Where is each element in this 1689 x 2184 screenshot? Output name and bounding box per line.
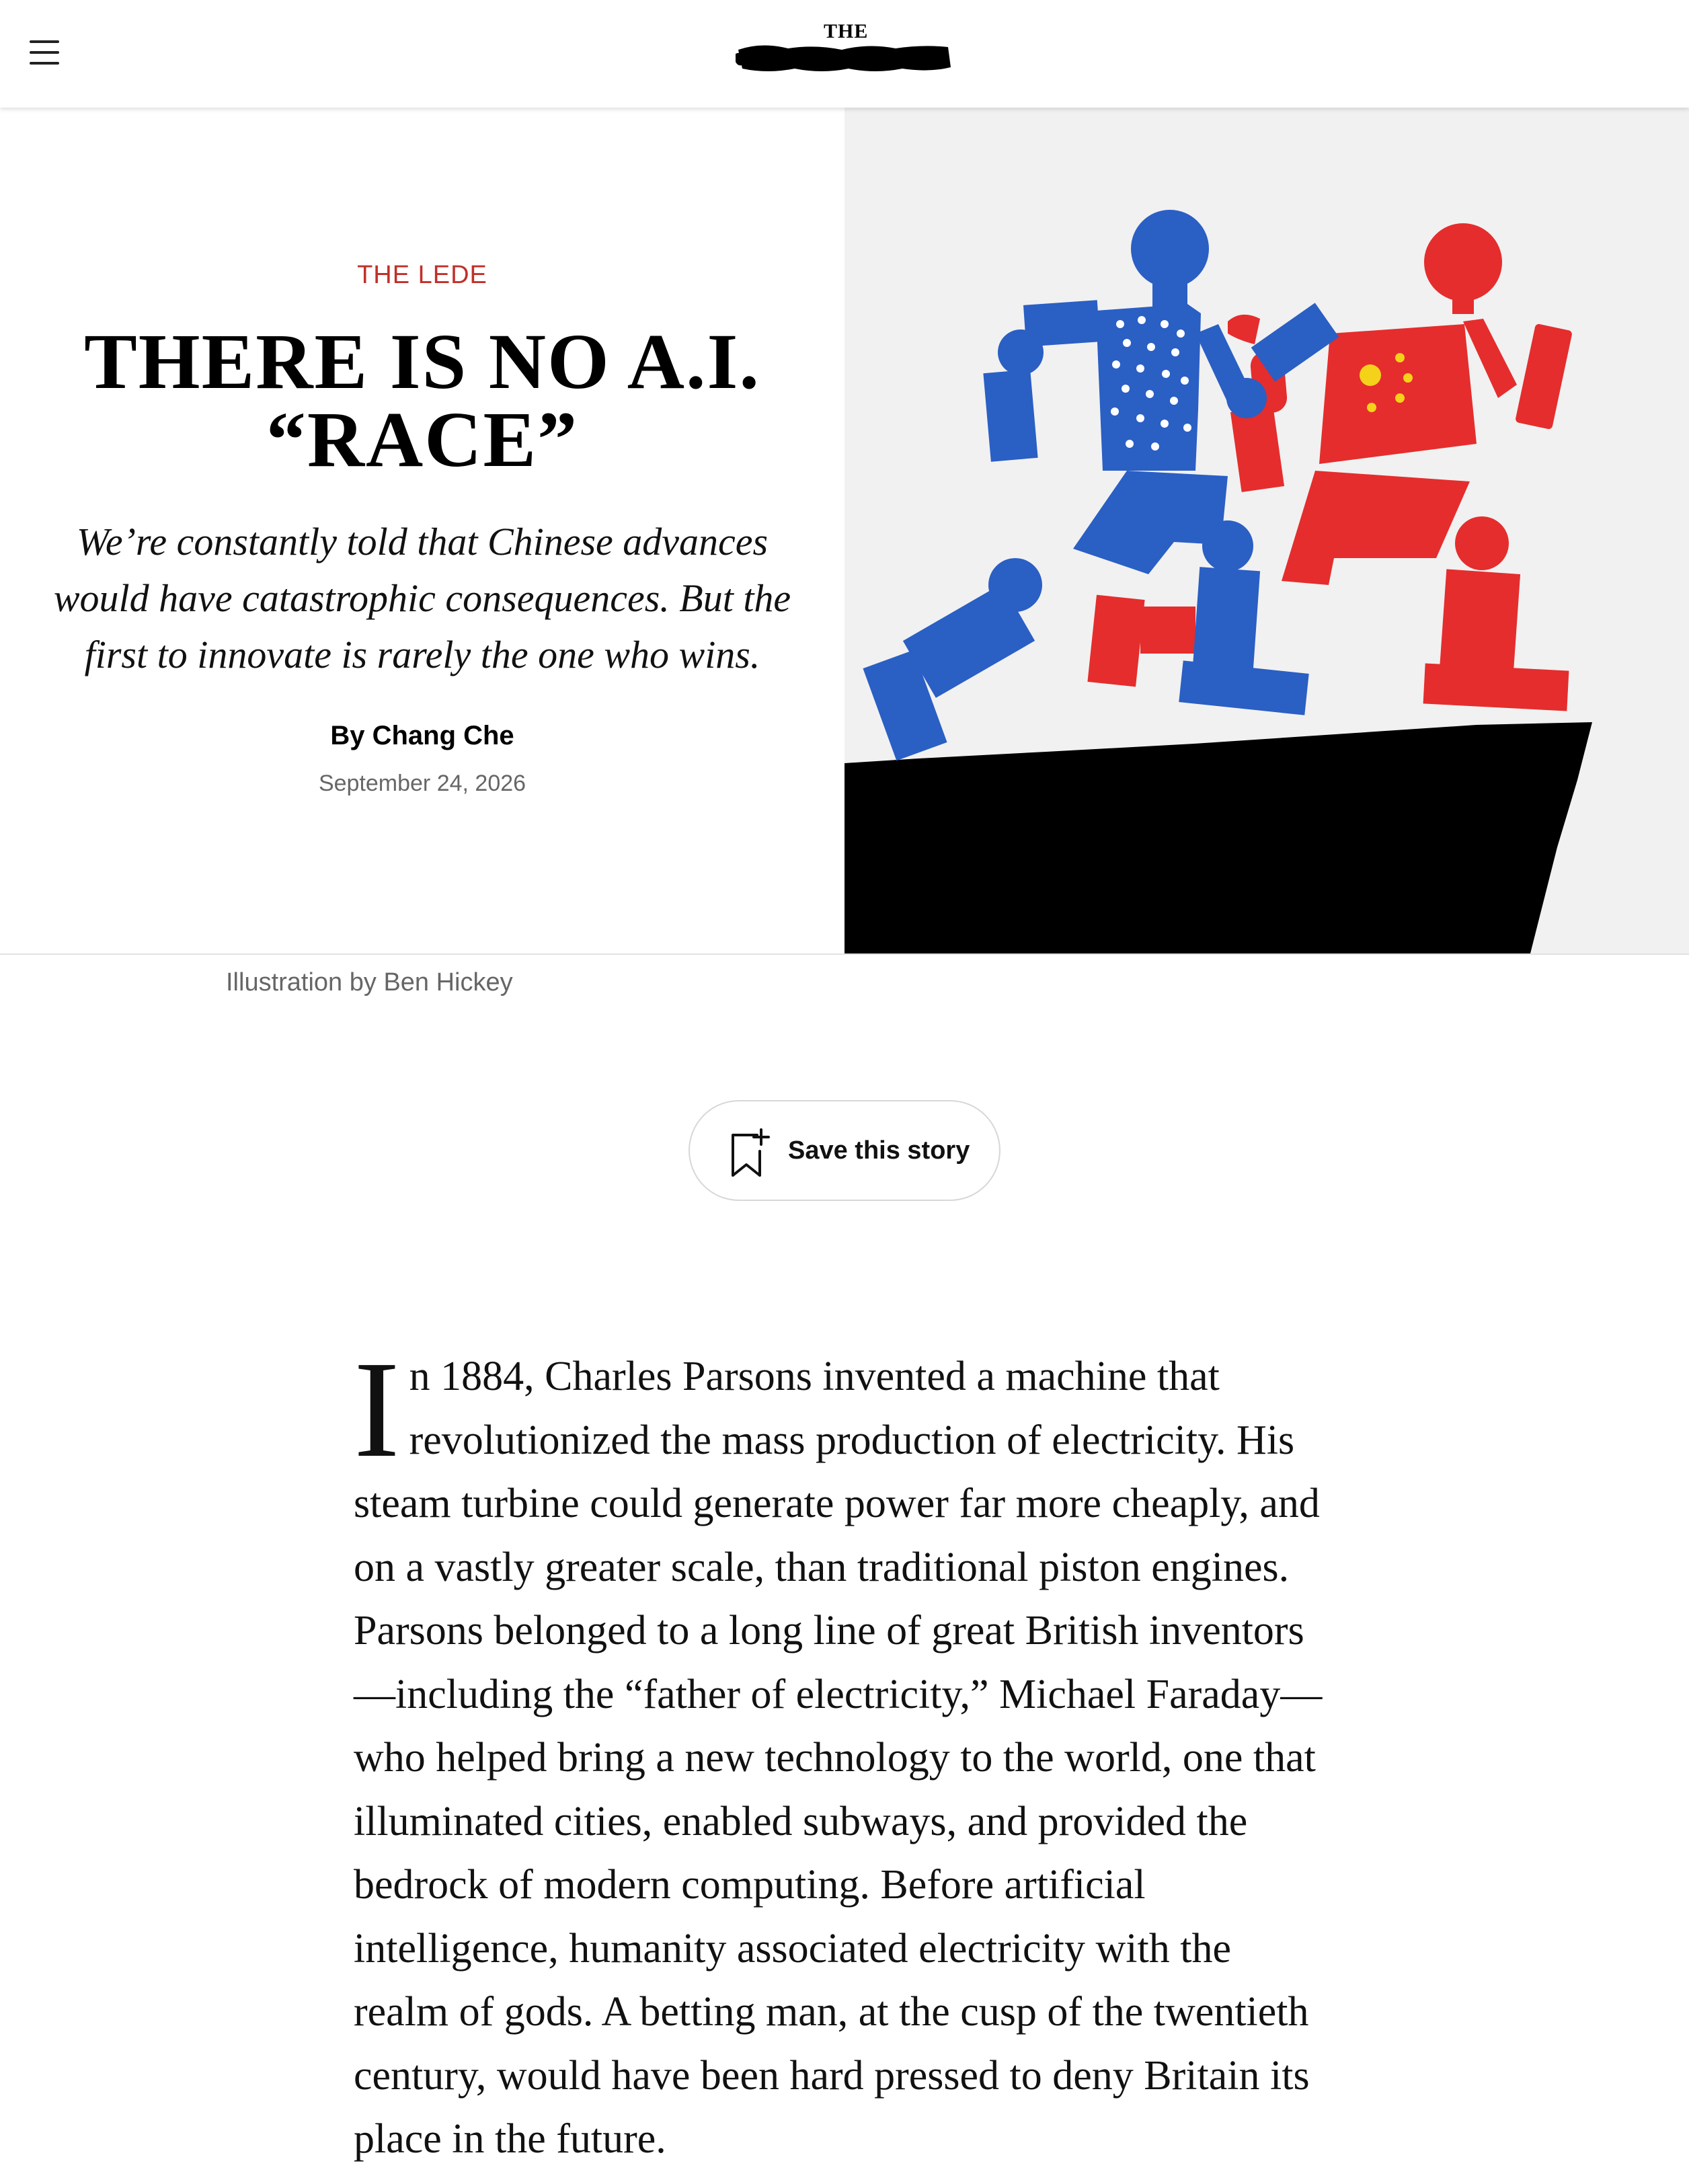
paragraph-text: n 1884, Charles Parsons invented a machine that revolutionized the mass production of electricity. His steam turbine could generate power far more cheaply, and on a vastly greater scale, than traditional piston engines. Parsons belonged to a long line of great British inventors —including the “father of electricity,” Michael Faraday— who helped bring a new technology to the world, one that illuminated cities, enabled subways, and provided the bedrock of modern computing. Before artificial intelligence, humanity associated electricity with the realm of gods. A betting man, at the cusp of the twentieth century, would have been hard pressed to deny Britain its place in the future. [354,1354,1323,2162]
author-link[interactable]: Chang Che [372,721,514,750]
article-paragraph [354,1332,1335,2171]
headline-line-1: THERE IS NO A.I. [84,317,760,405]
save-story-label: Save this story [788,1136,970,1165]
hero-illustration [844,108,1689,953]
headline [54,317,791,483]
top-navigation-bar [0,0,1689,108]
hero-text-panel [0,108,844,953]
menu-line [30,62,59,65]
save-story-button[interactable] [689,1100,1000,1201]
menu-line [30,40,59,43]
drop-cap: I [354,1332,400,1486]
runners-illustration [844,108,1689,953]
menu-line [30,51,59,54]
redacted-wordmark [734,38,963,78]
dek-subheadline: We’re constantly told that Chinese advances would have catastrophic consequences. But the first to innovate is rarely the one who wins. [53,520,791,676]
section-rubric[interactable]: THE LEDE [357,261,487,289]
site-logo[interactable] [726,17,955,85]
article-body [354,1332,1335,2171]
cliff-shape [844,722,1592,953]
illustration-credit: Illustration by Ben Hickey [226,968,513,997]
publish-date: September 24, 2026 [318,771,526,796]
byline-prefix: By [330,721,372,750]
byline [0,721,844,751]
headline-line-2: “RACE” [266,395,579,483]
hero-divider [0,953,1689,955]
bookmark-plus-icon [730,1128,771,1179]
logo-the-text: THE [824,20,869,42]
hamburger-menu-icon[interactable] [30,39,63,66]
